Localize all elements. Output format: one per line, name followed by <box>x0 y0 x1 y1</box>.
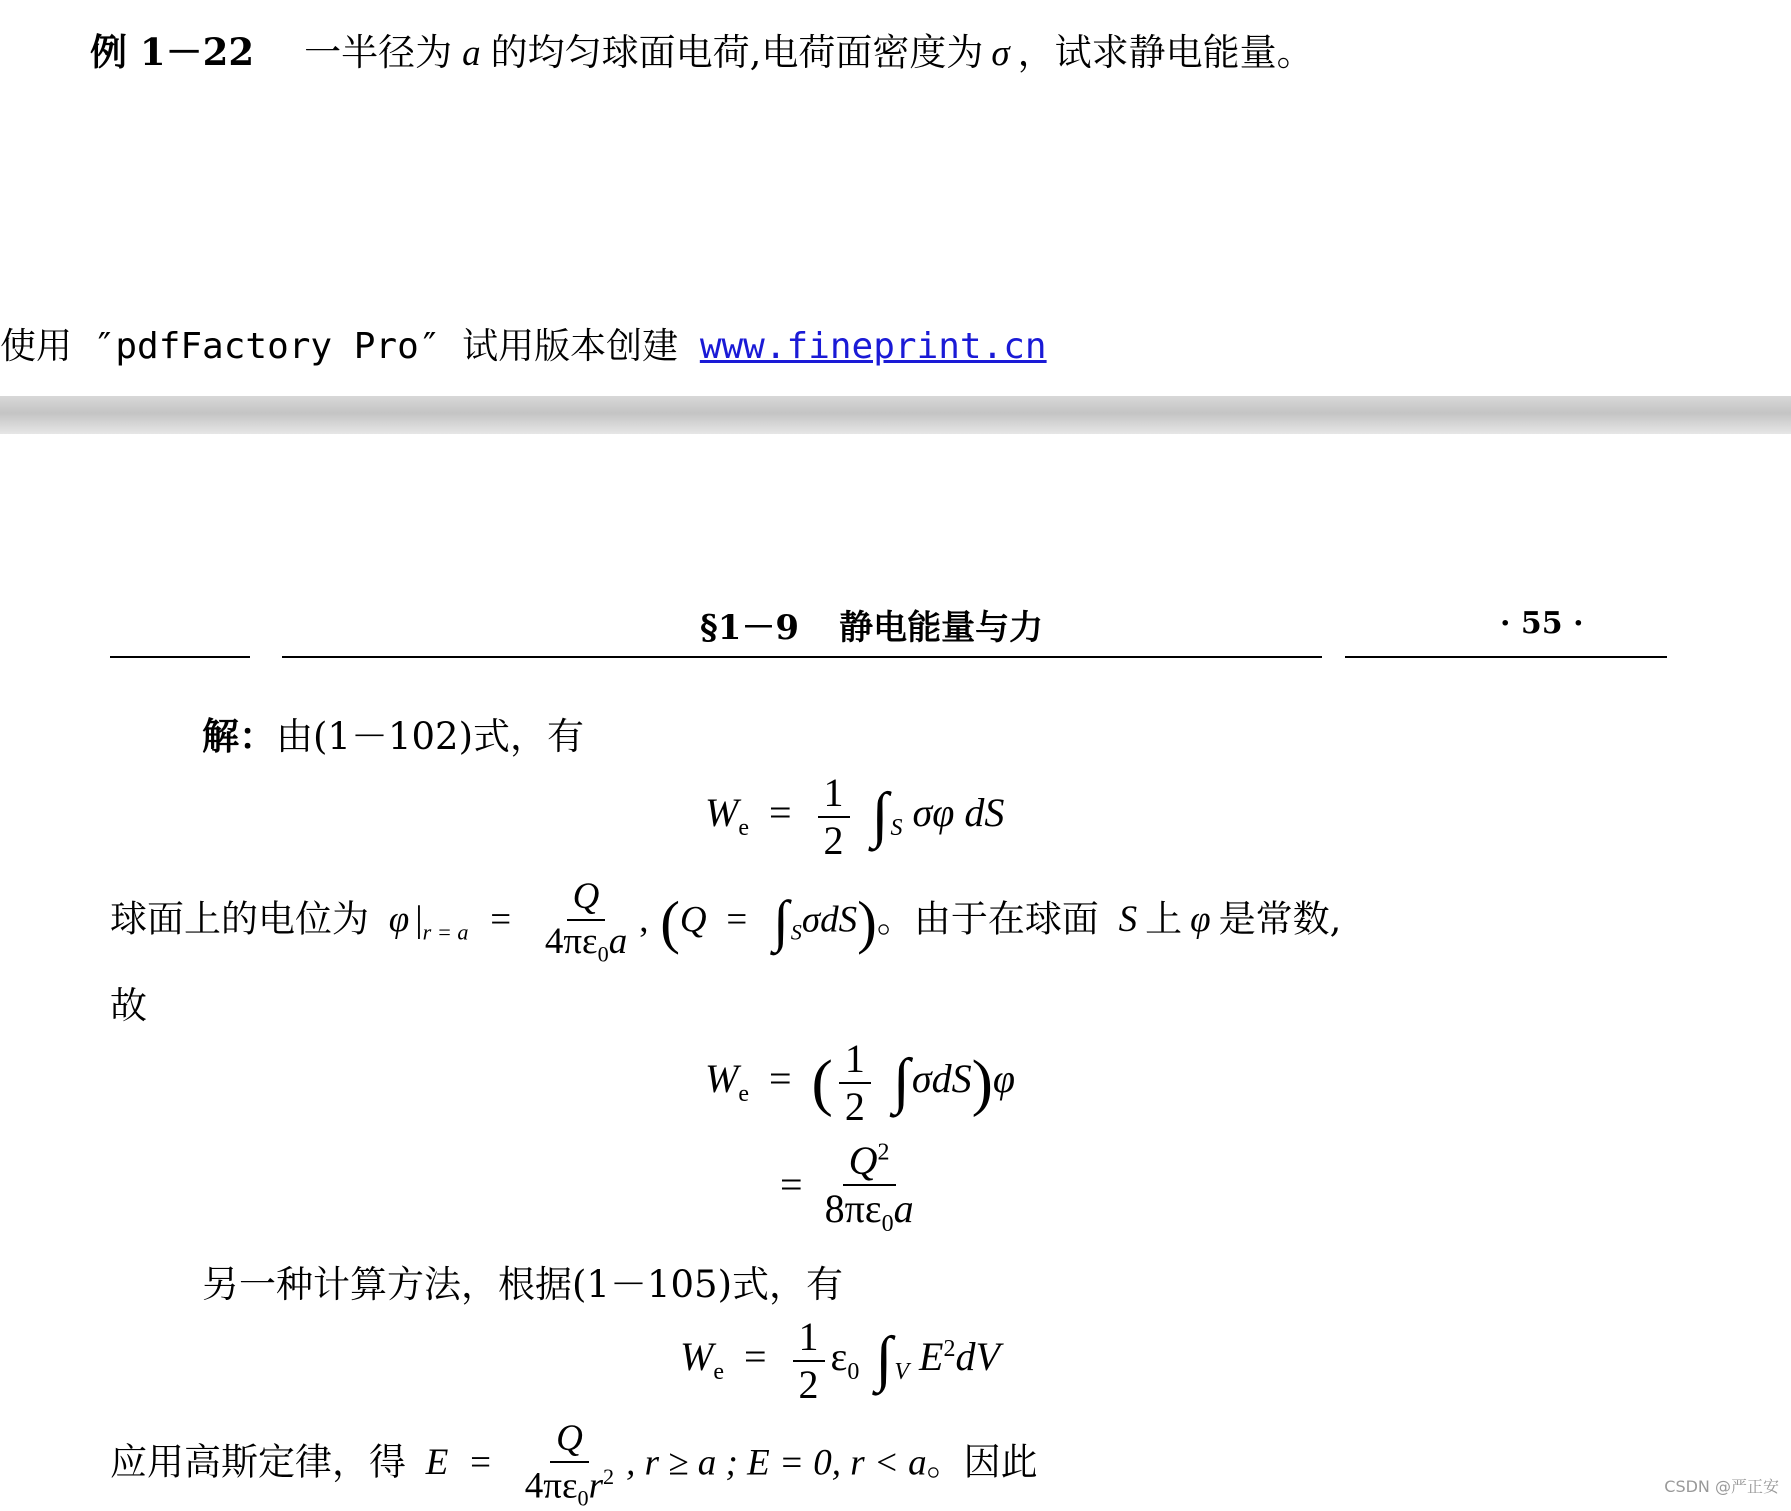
section-title: 静电能量与力 <box>839 608 1044 648</box>
line2-text-2: 。由于在球面 <box>876 897 1099 941</box>
line2-int-sub: S <box>790 919 802 945</box>
problem-text-3: ，试求静电能量。 <box>1017 31 1314 74</box>
eq2-integrand: σdS <box>911 1056 972 1102</box>
potential-line <box>110 878 1341 966</box>
integral-sign: ∫ <box>892 1047 910 1116</box>
eq2-equals: = <box>768 1056 792 1102</box>
problem-text-1: 一半径为 <box>304 31 453 74</box>
line5-frac-den-sup: 2 <box>603 1463 615 1489</box>
eq4-eps-sub: 0 <box>847 1359 860 1386</box>
line5-cond-2: = 0, r < a <box>769 1442 927 1484</box>
solution-intro-text: 由(1－102)式，有 <box>276 715 585 758</box>
problem-text-2: 的均匀球面电荷,电荷面密度为 <box>490 31 984 74</box>
eq4-lhs: W <box>680 1334 714 1380</box>
line2-phi-2: φ <box>1190 899 1211 941</box>
line2-text-1: 球面上的电位为 <box>110 897 369 941</box>
line5-e-2: E <box>747 1442 770 1484</box>
eq3-fraction <box>819 1140 920 1237</box>
eq1-equals: = <box>768 790 792 836</box>
integral-sign: ∫ <box>773 889 789 953</box>
eq2-frac-num: 1 <box>839 1038 871 1084</box>
line5-text-2: 。因此 <box>926 1440 1038 1484</box>
section-number: §1－9 <box>700 608 800 648</box>
line2-frac-num: Q <box>567 878 606 921</box>
var-sigma: σ <box>991 33 1010 74</box>
eq2-phi: φ <box>992 1056 1016 1102</box>
eq3-den: 8πε <box>824 1186 882 1231</box>
watermark-text: 使用 ″pdfFactory Pro″ 试用版本创建 <box>0 326 679 367</box>
page-divider <box>0 396 1791 434</box>
equation-1 <box>705 772 1004 862</box>
line5-cond-1: , r ≥ a ; <box>626 1442 748 1484</box>
gauss-law-line <box>110 1420 1038 1510</box>
line2-frac-den: 4πε <box>544 920 598 962</box>
eq4-eps: ε <box>830 1334 848 1380</box>
eq1-lhs-sub: e <box>738 815 749 842</box>
section-header <box>700 600 1043 649</box>
header-rule-1 <box>110 656 250 658</box>
line5-equals: = <box>470 1442 492 1484</box>
page-number: · 55 · <box>1500 606 1584 641</box>
eq1-integrand: σφ dS <box>912 790 1005 836</box>
line2-comma: , <box>639 899 649 941</box>
eq4-equals: = <box>743 1334 767 1380</box>
eq4-integrand-sup: 2 <box>943 1335 956 1362</box>
solution-intro <box>202 706 584 760</box>
line2-bar: | <box>415 899 423 941</box>
eq2-lhs: W <box>705 1056 739 1102</box>
header-rule-3 <box>1345 656 1667 658</box>
eq3-equals: = <box>780 1161 803 1207</box>
line5-fraction <box>519 1420 620 1510</box>
eq3-num: Q <box>848 1138 878 1183</box>
equation-2 <box>705 1038 1015 1128</box>
eq4-frac-den: 2 <box>798 1362 819 1407</box>
line5-text-1: 应用高斯定律，得 <box>110 1440 406 1484</box>
alternative-method-line: 另一种计算方法，根据(1－105)式，有 <box>202 1263 844 1306</box>
problem-statement <box>90 22 1314 76</box>
eq2-frac-den: 2 <box>844 1084 865 1129</box>
line5-e: E <box>425 1442 449 1484</box>
line2-q: Q <box>679 899 707 941</box>
csdn-credit: CSDN @严正安 <box>1664 1477 1779 1496</box>
line2-equals-2: = <box>726 899 748 941</box>
eq4-fraction <box>793 1316 825 1406</box>
eq1-lhs: W <box>705 790 739 836</box>
right-paren: ) <box>971 1046 993 1118</box>
eq4-lhs-sub: e <box>713 1359 724 1386</box>
eq4-integrand: E <box>919 1334 944 1380</box>
line2-phi: φ <box>388 899 410 941</box>
eq4-frac-num: 1 <box>793 1316 825 1362</box>
watermark <box>0 318 1047 369</box>
line2-s: S <box>1118 899 1138 941</box>
eq1-frac-den: 2 <box>823 818 844 863</box>
problem-label: 例 1－22 <box>90 30 255 74</box>
eq1-int-sub: S <box>890 815 903 842</box>
line2-fraction <box>539 878 633 966</box>
var-a: a <box>462 33 481 74</box>
integral-sign: ∫ <box>871 781 889 850</box>
left-paren: ( <box>660 888 680 955</box>
line5-frac-num: Q <box>550 1420 589 1463</box>
eq2-fraction <box>839 1038 871 1128</box>
eq2-lhs-sub: e <box>738 1081 749 1108</box>
line5-frac-den-sub: 0 <box>577 1485 589 1511</box>
line5-frac-den-var: r <box>588 1465 603 1507</box>
eq4-int-sub: V <box>894 1359 909 1386</box>
line2-cond: r = a <box>422 919 469 945</box>
watermark-link[interactable]: www.fineprint.cn <box>699 326 1047 367</box>
right-paren: ) <box>857 888 877 955</box>
line2-equals: = <box>490 899 512 941</box>
eq3-den-var: a <box>893 1186 914 1231</box>
eq3-num-sup: 2 <box>877 1139 890 1166</box>
header-rule-2 <box>282 656 1322 658</box>
eq1-fraction <box>818 772 850 862</box>
equation-4 <box>680 1316 1000 1406</box>
therefore-line: 故 <box>110 984 147 1027</box>
line2-integrand: σdS <box>801 899 858 941</box>
line2-text-4: 是常数, <box>1218 897 1342 941</box>
eq1-frac-num: 1 <box>818 772 850 818</box>
left-paren: ( <box>811 1046 833 1118</box>
solution-label: 解： <box>202 714 276 758</box>
line2-frac-den-sub: 0 <box>597 941 609 967</box>
line2-text-3: 上 <box>1145 897 1183 941</box>
line5-frac-den: 4πε <box>524 1465 578 1507</box>
line2-frac-den-var: a <box>608 920 628 962</box>
integral-sign: ∫ <box>875 1325 893 1394</box>
eq3-den-sub: 0 <box>881 1211 894 1237</box>
equation-3 <box>780 1140 926 1237</box>
eq4-dv: dV <box>955 1334 1000 1380</box>
